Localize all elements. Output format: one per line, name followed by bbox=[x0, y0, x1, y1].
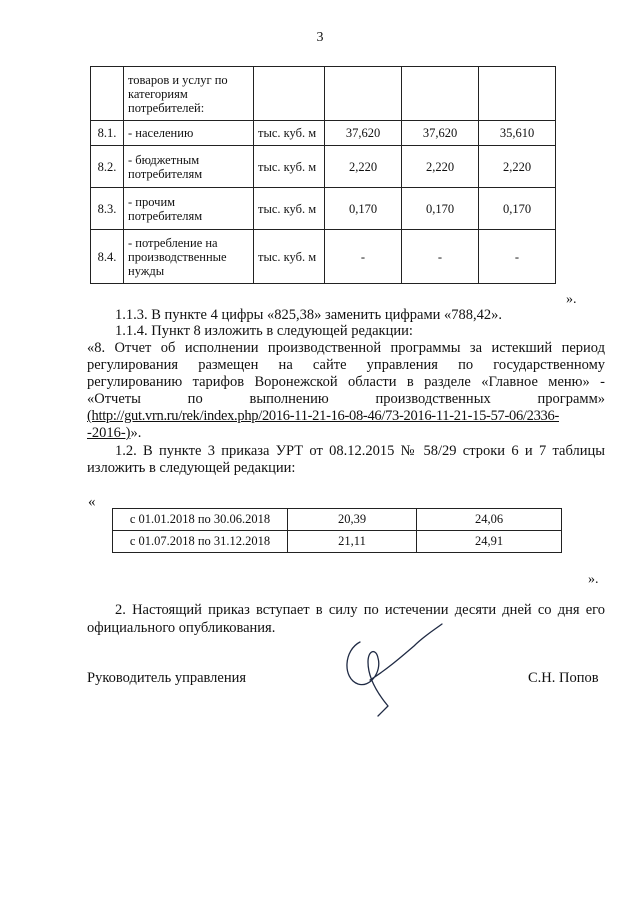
page-number: 3 bbox=[316, 30, 324, 45]
row-number bbox=[91, 67, 124, 121]
table-row bbox=[91, 146, 556, 188]
paragraph-8-link-line bbox=[87, 408, 605, 425]
row-value-2: - bbox=[402, 230, 479, 284]
signatory-position: Руководитель управления bbox=[87, 670, 247, 686]
row-value-3: 2,220 bbox=[479, 146, 556, 188]
paragraph-8-line-6 bbox=[87, 425, 605, 442]
row-label: - потребление на производственные нужды bbox=[124, 230, 254, 284]
tariff-value-1: 21,11 bbox=[288, 531, 417, 553]
table2-close-quote: ». bbox=[588, 572, 599, 587]
paragraph-1-1-4: 1.1.4. Пункт 8 изложить в следующей редакции: bbox=[115, 323, 413, 339]
row-value-2: 37,620 bbox=[402, 121, 479, 146]
report-link-continued[interactable]: -2016-) bbox=[87, 425, 131, 441]
row-unit bbox=[254, 67, 325, 121]
row-value-2: 2,220 bbox=[402, 146, 479, 188]
row-number: 8.4. bbox=[91, 230, 124, 284]
table2-open-quote: « bbox=[88, 494, 96, 510]
period-cell: с 01.01.2018 по 30.06.2018 bbox=[113, 509, 288, 531]
row-value-3: - bbox=[479, 230, 556, 284]
report-link[interactable]: (http://gut.vrn.ru/rek/index.php/2016-11-21-16-08-46/73-2016-11-21-15-57-06/2336- bbox=[87, 408, 559, 424]
row-number: 8.2. bbox=[91, 146, 124, 188]
consumption-table bbox=[90, 66, 556, 284]
row-unit: тыс. куб. м bbox=[254, 121, 325, 146]
tariff-value-2: 24,06 bbox=[417, 509, 562, 531]
paragraph-8-line-1: «8. Отчет об исполнении производственной программы за истекший период bbox=[87, 340, 605, 356]
row-value-1: 37,620 bbox=[325, 121, 402, 146]
paragraph-8-line-3: регулированию тарифов Воронежской области в разделе «Главное меню» - bbox=[87, 374, 605, 390]
row-number: 8.3. bbox=[91, 188, 124, 230]
row-value-2: 0,170 bbox=[402, 188, 479, 230]
paragraph-8-line-4: «Отчеты по выполнению производственных программ» bbox=[87, 391, 605, 407]
row-number: 8.1. bbox=[91, 121, 124, 146]
table-row bbox=[113, 509, 562, 531]
row-unit: тыс. куб. м bbox=[254, 146, 325, 188]
row-value-1: - bbox=[325, 230, 402, 284]
paragraph-1-1-3: 1.1.3. В пункте 4 цифры «825,38» заменить цифрами «788,42». bbox=[115, 307, 503, 323]
row-unit: тыс. куб. м bbox=[254, 188, 325, 230]
table-row bbox=[91, 188, 556, 230]
row-value-1: 2,220 bbox=[325, 146, 402, 188]
period-cell: с 01.07.2018 по 31.12.2018 bbox=[113, 531, 288, 553]
tariff-value-1: 20,39 bbox=[288, 509, 417, 531]
table-row bbox=[113, 531, 562, 553]
row-value-2 bbox=[402, 67, 479, 121]
tariff-table bbox=[112, 508, 562, 553]
paragraph-1-2-line-2: изложить в следующей редакции: bbox=[87, 460, 296, 476]
signatory-name: С.Н. Попов bbox=[528, 670, 599, 686]
row-value-1: 0,170 bbox=[325, 188, 402, 230]
table-row bbox=[91, 67, 556, 121]
row-value-3 bbox=[479, 67, 556, 121]
row-value-3: 0,170 bbox=[479, 188, 556, 230]
row-label: - прочим потребителям bbox=[124, 188, 254, 230]
row-label: - бюджетным потребителям bbox=[124, 146, 254, 188]
row-unit: тыс. куб. м bbox=[254, 230, 325, 284]
paragraph-2-line-1: 2. Настоящий приказ вступает в силу по истечении десяти дней со дня его bbox=[115, 602, 605, 618]
paragraph-8-line-2: регулирования размещен на сайте управления по государственному bbox=[87, 357, 605, 373]
row-value-3: 35,610 bbox=[479, 121, 556, 146]
row-value-1 bbox=[325, 67, 402, 121]
row-label: товаров и услуг по категориям потребителей: bbox=[124, 67, 254, 121]
row-label: - населению bbox=[124, 121, 254, 146]
table-row bbox=[91, 230, 556, 284]
paragraph-2-line-2: официального опубликования. bbox=[87, 620, 276, 636]
signature-image bbox=[330, 620, 450, 720]
paragraph-1-2-line-1: 1.2. В пункте 3 приказа УРТ от 08.12.2015 № 58/29 строки 6 и 7 таблицы bbox=[115, 443, 605, 459]
tariff-value-2: 24,91 bbox=[417, 531, 562, 553]
paragraph-8-end-quote: ». bbox=[130, 425, 142, 441]
table-row bbox=[91, 121, 556, 146]
table-close-quote: ». bbox=[566, 292, 577, 307]
